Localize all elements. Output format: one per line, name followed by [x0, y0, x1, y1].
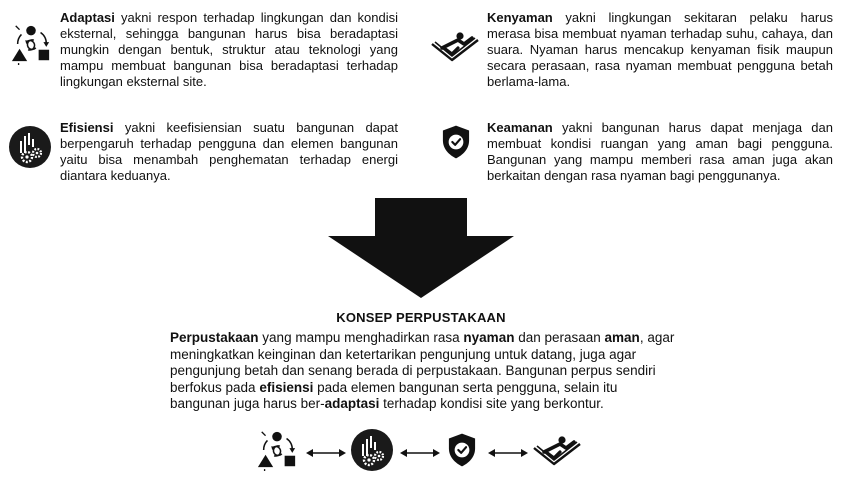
adaptation-cycle-icon — [256, 428, 298, 472]
keamanan-term: Keamanan — [487, 120, 553, 135]
concept-text-3: , agar meningkatkan keinginan dan ketertarikan pengunjung untuk datang, juga agar pengunjung betah dan senang berada di perpustakaan. Bangunan perpus sendiri berfokus pada — [170, 330, 675, 395]
kenyaman-term: Kenyaman — [487, 10, 553, 25]
adaptation-cycle-icon — [10, 22, 52, 66]
adaptasi-term: Adaptasi — [60, 10, 115, 25]
shield-check-icon — [444, 428, 480, 472]
double-arrow-icon — [306, 448, 346, 458]
reclining-person-icon — [430, 30, 480, 62]
reclining-person-icon — [532, 434, 582, 466]
kenyaman-description — [487, 10, 833, 90]
concept-text-1: yang mampu menghadirkan rasa — [258, 330, 464, 345]
efisiensi-term: Efisiensi — [60, 120, 114, 135]
concept-term-adaptasi: adaptasi — [324, 396, 380, 411]
kenyaman-text: yakni lingkungan sekitaran pelaku harus merasa bisa membuat nyaman terhadap suhu, cahaya, dan suara. Nyaman harus mencakup kenyaman fisik maupun secara perasaan, rasa nyaman membuat pengguna betah berlama-lama. — [487, 10, 833, 89]
concept-paragraph — [170, 330, 675, 413]
double-arrow-icon — [400, 448, 440, 458]
shield-check-icon — [438, 120, 474, 164]
concept-text-4: pada elemen bangunan serta pengguna, selain itu bangunan juga harus ber- — [170, 379, 618, 411]
keamanan-description — [487, 120, 833, 184]
efisiensi-description — [60, 120, 398, 184]
concept-text-5: terhadap kondisi site yang berkontur. — [379, 396, 604, 411]
concept-text-2: dan perasaan — [514, 330, 605, 345]
efisiensi-text: yakni keefisiensian suatu bangunan dapat berpengaruh terhadap pengguna dan elemen bangunan yaitu bisa menambah penghematan terhadap energi diantara keduanya. — [60, 120, 398, 183]
concept-term-nyaman: nyaman — [463, 330, 515, 345]
keamanan-text: yakni bangunan harus dapat menjaga dan membuat kondisi ruangan yang aman bagi pengguna. Bangunan yang mampu memberi rasa aman juga akan berkaitan dengan rasa nyaman bagi penggunanya. — [487, 120, 833, 183]
adaptasi-text: yakni respon terhadap lingkungan dan kondisi eksternal, sehingga bangunan harus bisa beradaptasi mungkin dengan bentuk, struktur atau teknologi yang mampu membuat bangunan bisa beradaptasi terhadap lingkungan eksternal site. — [60, 10, 398, 89]
concept-term-perpustakaan: Perpustakaan — [170, 330, 259, 345]
adaptasi-description — [60, 10, 398, 90]
concept-title: KONSEP PERPUSTAKAAN — [336, 310, 506, 325]
concept-term-aman: aman — [604, 330, 640, 345]
down-arrow-icon — [328, 198, 514, 298]
gears-chart-icon — [350, 428, 394, 472]
double-arrow-icon — [488, 448, 528, 458]
concept-term-efisiensi: efisiensi — [259, 379, 314, 395]
gears-chart-icon — [8, 125, 52, 169]
